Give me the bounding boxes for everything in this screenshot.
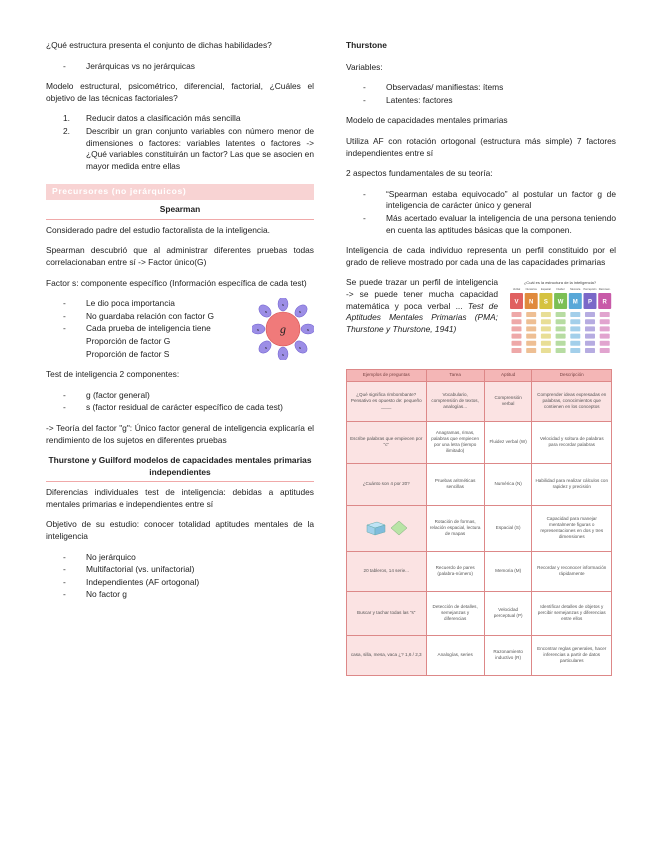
list-item: - Le dio poca importancia	[46, 298, 246, 310]
figure-title: ¿Cuál es la estructura de la inteligencia?	[523, 280, 597, 286]
list-item: - s (factor residual de carácter específico de cada test)	[46, 402, 314, 414]
list-item: Proporción de factor S	[86, 348, 170, 359]
test-block	[526, 334, 536, 339]
list-item: - No jerárquico	[46, 552, 314, 564]
test-block	[585, 320, 595, 325]
perfil-paragraph: Inteligencia de cada individuo representa un perfil constituido por el grado de relieve mostrado por cada una de las capacidades primarias	[346, 245, 616, 267]
test-block	[512, 312, 522, 317]
right-column	[346, 40, 616, 676]
test-block	[585, 341, 595, 346]
test-block	[512, 348, 522, 353]
test-block	[512, 327, 522, 332]
test-block	[512, 341, 522, 346]
factor-letter: V	[514, 299, 519, 306]
table-cell-image	[347, 505, 427, 551]
table-cell: Capacidad para manejar mentalmente figuras o representaciones en dos y tres dimensiones	[532, 505, 612, 551]
table-cell: Habilidad para realizar cálculos con rapidez y precisión	[532, 463, 612, 505]
table-cell: Pruebas aritméticas sencillas	[426, 463, 484, 505]
test-block	[570, 348, 580, 353]
aspects-paragraph: 2 aspectos fundamentales de su teoría:	[346, 168, 493, 179]
test-block	[570, 327, 580, 332]
figure-column-label: Razonam.	[598, 288, 611, 292]
list-item: - No factor g	[46, 589, 314, 601]
test-block	[556, 320, 566, 325]
factor-letter: W	[557, 299, 564, 306]
list-item: - Más acertado evaluar la inteligencia de una persona teniendo en cuenta las aptitudes básicas que la componen.	[346, 213, 616, 236]
s-label: s	[299, 345, 301, 351]
s-label: s	[282, 352, 284, 358]
test-block	[541, 312, 551, 317]
test-block	[541, 327, 551, 332]
test-block	[600, 341, 610, 346]
factor-letter: P	[587, 299, 593, 306]
thurstone-heading: Thurstone	[346, 40, 387, 50]
s-label: s	[282, 302, 284, 308]
test-block	[526, 327, 536, 332]
test-block	[570, 320, 580, 325]
test-block	[556, 348, 566, 353]
variables-label: Variables:	[346, 61, 383, 72]
table-cell: Buscar y tachar todas las "s"	[347, 591, 427, 635]
table-cell: Recordar y reconocer información rápidamente	[532, 551, 612, 591]
list-item: - Independientes (AF ortogonal)	[46, 577, 314, 589]
s-label: s	[299, 309, 301, 315]
structure-list	[46, 61, 314, 73]
table-cell: casa, silla, mesa, vaca ¿? 1,6 / 2,3	[347, 635, 427, 675]
g-factor-diagram	[252, 298, 314, 360]
table-header-cell: Aptitud	[484, 370, 532, 381]
list-item: - Latentes: factores	[346, 95, 616, 107]
list-item: - No guardaba relación con factor G	[46, 311, 246, 323]
figure-column-label: Percepción	[583, 288, 597, 292]
list-item: Proporción de factor G	[86, 335, 171, 346]
table-header-row	[347, 370, 612, 381]
test-block	[556, 312, 566, 317]
table-row	[347, 421, 612, 463]
table-cell: ¿Cuánto son 4 por 20?	[347, 463, 427, 505]
table-row	[347, 635, 612, 675]
table-header-cell: Tarea	[426, 370, 484, 381]
tg-paragraph: Objetivo de su estudio: conocer totalidad aptitudes mentales de la inteligencia	[46, 519, 314, 542]
figure-column-label: Verbal	[512, 288, 521, 292]
spearman-paragraph: Considerado padre del estudio factoralista de la inteligencia.	[46, 224, 270, 235]
tg-paragraph: Diferencias individuales test de inteligencia: debidas a aptitudes mentales primarias e independientes entre sí	[46, 487, 314, 509]
question-structure: ¿Qué estructura presenta el conjunto de dichas habilidades?	[46, 40, 272, 50]
factor-letter: M	[572, 299, 578, 306]
list-number: 2.	[63, 125, 70, 136]
figure-column-label: Numérica	[525, 288, 537, 292]
test-block	[600, 348, 610, 353]
test-block	[512, 320, 522, 325]
table-cell: Vocabulario, comprensión de textos, analogías...	[426, 381, 484, 421]
s-label: s	[265, 309, 267, 315]
test-paragraph: Test de inteligencia 2 componentes:	[46, 369, 180, 380]
test-block	[541, 341, 551, 346]
table-cell: Comprender ideas expresadas en palabras, conocimientos que contienen en los conceptos	[532, 381, 612, 421]
test-block	[541, 334, 551, 339]
list-item: - g (factor general)	[46, 390, 314, 402]
table-cell: Recuerdo de pares (palabra-número)	[426, 551, 484, 591]
test-block	[526, 312, 536, 317]
table-cell: Espacial (S)	[484, 505, 532, 551]
factor-letter: R	[602, 299, 607, 306]
table-cell: 20 tableros, 14 serie...	[347, 551, 427, 591]
section-banner: Precursores (no jerárquicos)	[46, 184, 314, 200]
table-cell: Memoria (M)	[484, 551, 532, 591]
test-block	[570, 341, 580, 346]
variables-list	[346, 82, 616, 106]
test-components-list	[46, 390, 314, 414]
pma-block	[346, 277, 616, 359]
test-block	[526, 348, 536, 353]
shape-icon	[390, 520, 408, 536]
factor-letter: S	[543, 299, 548, 306]
test-block	[541, 348, 551, 353]
table-cell: Encontrar reglas generales, hacer inferencias a partir de datos particulares	[532, 635, 612, 675]
table-cell: Razonamiento inductivo (R)	[484, 635, 532, 675]
s-label: s	[257, 327, 259, 333]
test-block	[585, 327, 595, 332]
table-row	[347, 463, 612, 505]
list-item: - Multifactorial (vs. unifactorial)	[46, 564, 314, 576]
pma-text	[346, 277, 498, 359]
left-column	[46, 40, 314, 610]
test-block	[600, 320, 610, 325]
test-block	[526, 341, 536, 346]
figure-column-label: Espacial	[540, 288, 551, 292]
list-item: - Observadas/ manifiestas: ítems	[346, 82, 616, 94]
list-item: - “Spearman estaba equivocado” al postular un factor g de inteligencia de carácter único y general	[346, 189, 616, 212]
spatial-shapes	[350, 520, 423, 536]
table-row	[347, 551, 612, 591]
g-label: g	[280, 322, 286, 337]
pma-table	[346, 369, 612, 675]
pma-reference: Test de Aptitudes Mentales Primarias (PMA; Thurstone y Thurstone, 1941)	[346, 300, 498, 334]
factor-letter: N	[529, 299, 534, 306]
table-row	[347, 505, 612, 551]
list-item	[46, 126, 314, 172]
test-block	[556, 334, 566, 339]
table-cell: Velocidad perceptual (P)	[484, 591, 532, 635]
test-block	[585, 334, 595, 339]
list-text: Reducir datos a clasificación más sencilla	[86, 113, 241, 124]
test-block	[556, 327, 566, 332]
test-block	[600, 327, 610, 332]
s-label: s	[307, 327, 309, 333]
table-cell: Detección de detalles, semejanzas y diferencias	[426, 591, 484, 635]
table-cell: Rotación de formas, relación espacial, lectura de mapas	[426, 505, 484, 551]
tg-list	[46, 552, 314, 601]
cube-icon	[365, 520, 387, 536]
table-header-cell: Descripción	[532, 370, 612, 381]
s-label: s	[265, 345, 267, 351]
test-block	[585, 312, 595, 317]
table-cell: Comprensión verbal	[484, 381, 532, 421]
test-block	[570, 334, 580, 339]
objectives-list	[46, 113, 314, 172]
table-cell: Anagramas, rimas, palabras que empiecen por una letra (tiempo ilimitado)	[426, 421, 484, 463]
pma-structure-figure	[506, 277, 614, 359]
list-number: 1.	[63, 113, 70, 124]
test-block	[585, 348, 595, 353]
test-block	[600, 312, 610, 317]
test-block	[512, 334, 522, 339]
figure-column-label: Fluidez	[556, 288, 565, 292]
table-cell: Escribe palabras que empiecen por "c"	[347, 421, 427, 463]
table-cell: Fluidez verbal (W)	[484, 421, 532, 463]
table-row	[347, 591, 612, 635]
table-cell: Velocidad y soltura de palabras para recordar palabras	[532, 421, 612, 463]
spearman-title: Spearman	[46, 204, 314, 220]
factor-s-list	[46, 298, 246, 360]
test-block	[526, 320, 536, 325]
test-block	[541, 320, 551, 325]
list-text: Describir un gran conjunto variables con número menor de dimensiones o factores: variables latentes o factores -> ¿Qué variables constituirán un factor? Las que se asocien en mayor medida entre ellas	[86, 125, 314, 171]
table-cell: Numérica (N)	[484, 463, 532, 505]
teoria-paragraph: -> Teoría del factor "g": Único factor general de inteligencia explicaría el rendimiento de los sujetos en diferentes pruebas	[46, 422, 314, 445]
figure-column-label: Memoria	[570, 288, 581, 292]
thurstone-guilford-title: Thurstone y Guilford modelos de capacidades mentales primarias independientes	[46, 455, 314, 482]
model-paragraph: Modelo de capacidades mentales primarias	[346, 115, 508, 126]
paragraph-models: Modelo estructural, psicométrico, diferencial, factorial, ¿Cuáles el objetivo de las técnicas factoriales?	[46, 81, 314, 103]
spearman-paragraph: Factor s: componente específico (Información específica de cada test)	[46, 277, 307, 288]
test-block	[570, 312, 580, 317]
af-paragraph: Utiliza AF con rotación ortogonal (estructura más simple) 7 factores independientes entre sí	[346, 135, 616, 158]
table-row	[347, 381, 612, 421]
table-cell: Identificar detalles de objetos y percibir semejanzas y diferencias entre ellos	[532, 591, 612, 635]
factor-s-block	[46, 298, 314, 360]
list-item: - Cada prueba de inteligencia tiene	[46, 323, 246, 335]
pma-description: Se puede trazar un perfil de inteligencia -> se puede tener mucha capacidad matemática y poca verbal ...	[346, 277, 498, 311]
list-item: - Jerárquicas vs no jerárquicas	[46, 61, 314, 73]
test-block	[556, 341, 566, 346]
aspects-list	[346, 189, 616, 236]
table-header-cell: Ejemplos de preguntas	[347, 370, 427, 381]
test-block	[600, 334, 610, 339]
table-cell: Analogías, series	[426, 635, 484, 675]
spearman-paragraph: Spearman descubrió que al administrar diferentes pruebas todas correlacionaban entre sí -> Factor único(G)	[46, 245, 314, 267]
table-cell: ¿Qué significa rimbombante? Pensativo es opuesto de: pequeño ____	[347, 381, 427, 421]
list-item	[46, 113, 314, 125]
